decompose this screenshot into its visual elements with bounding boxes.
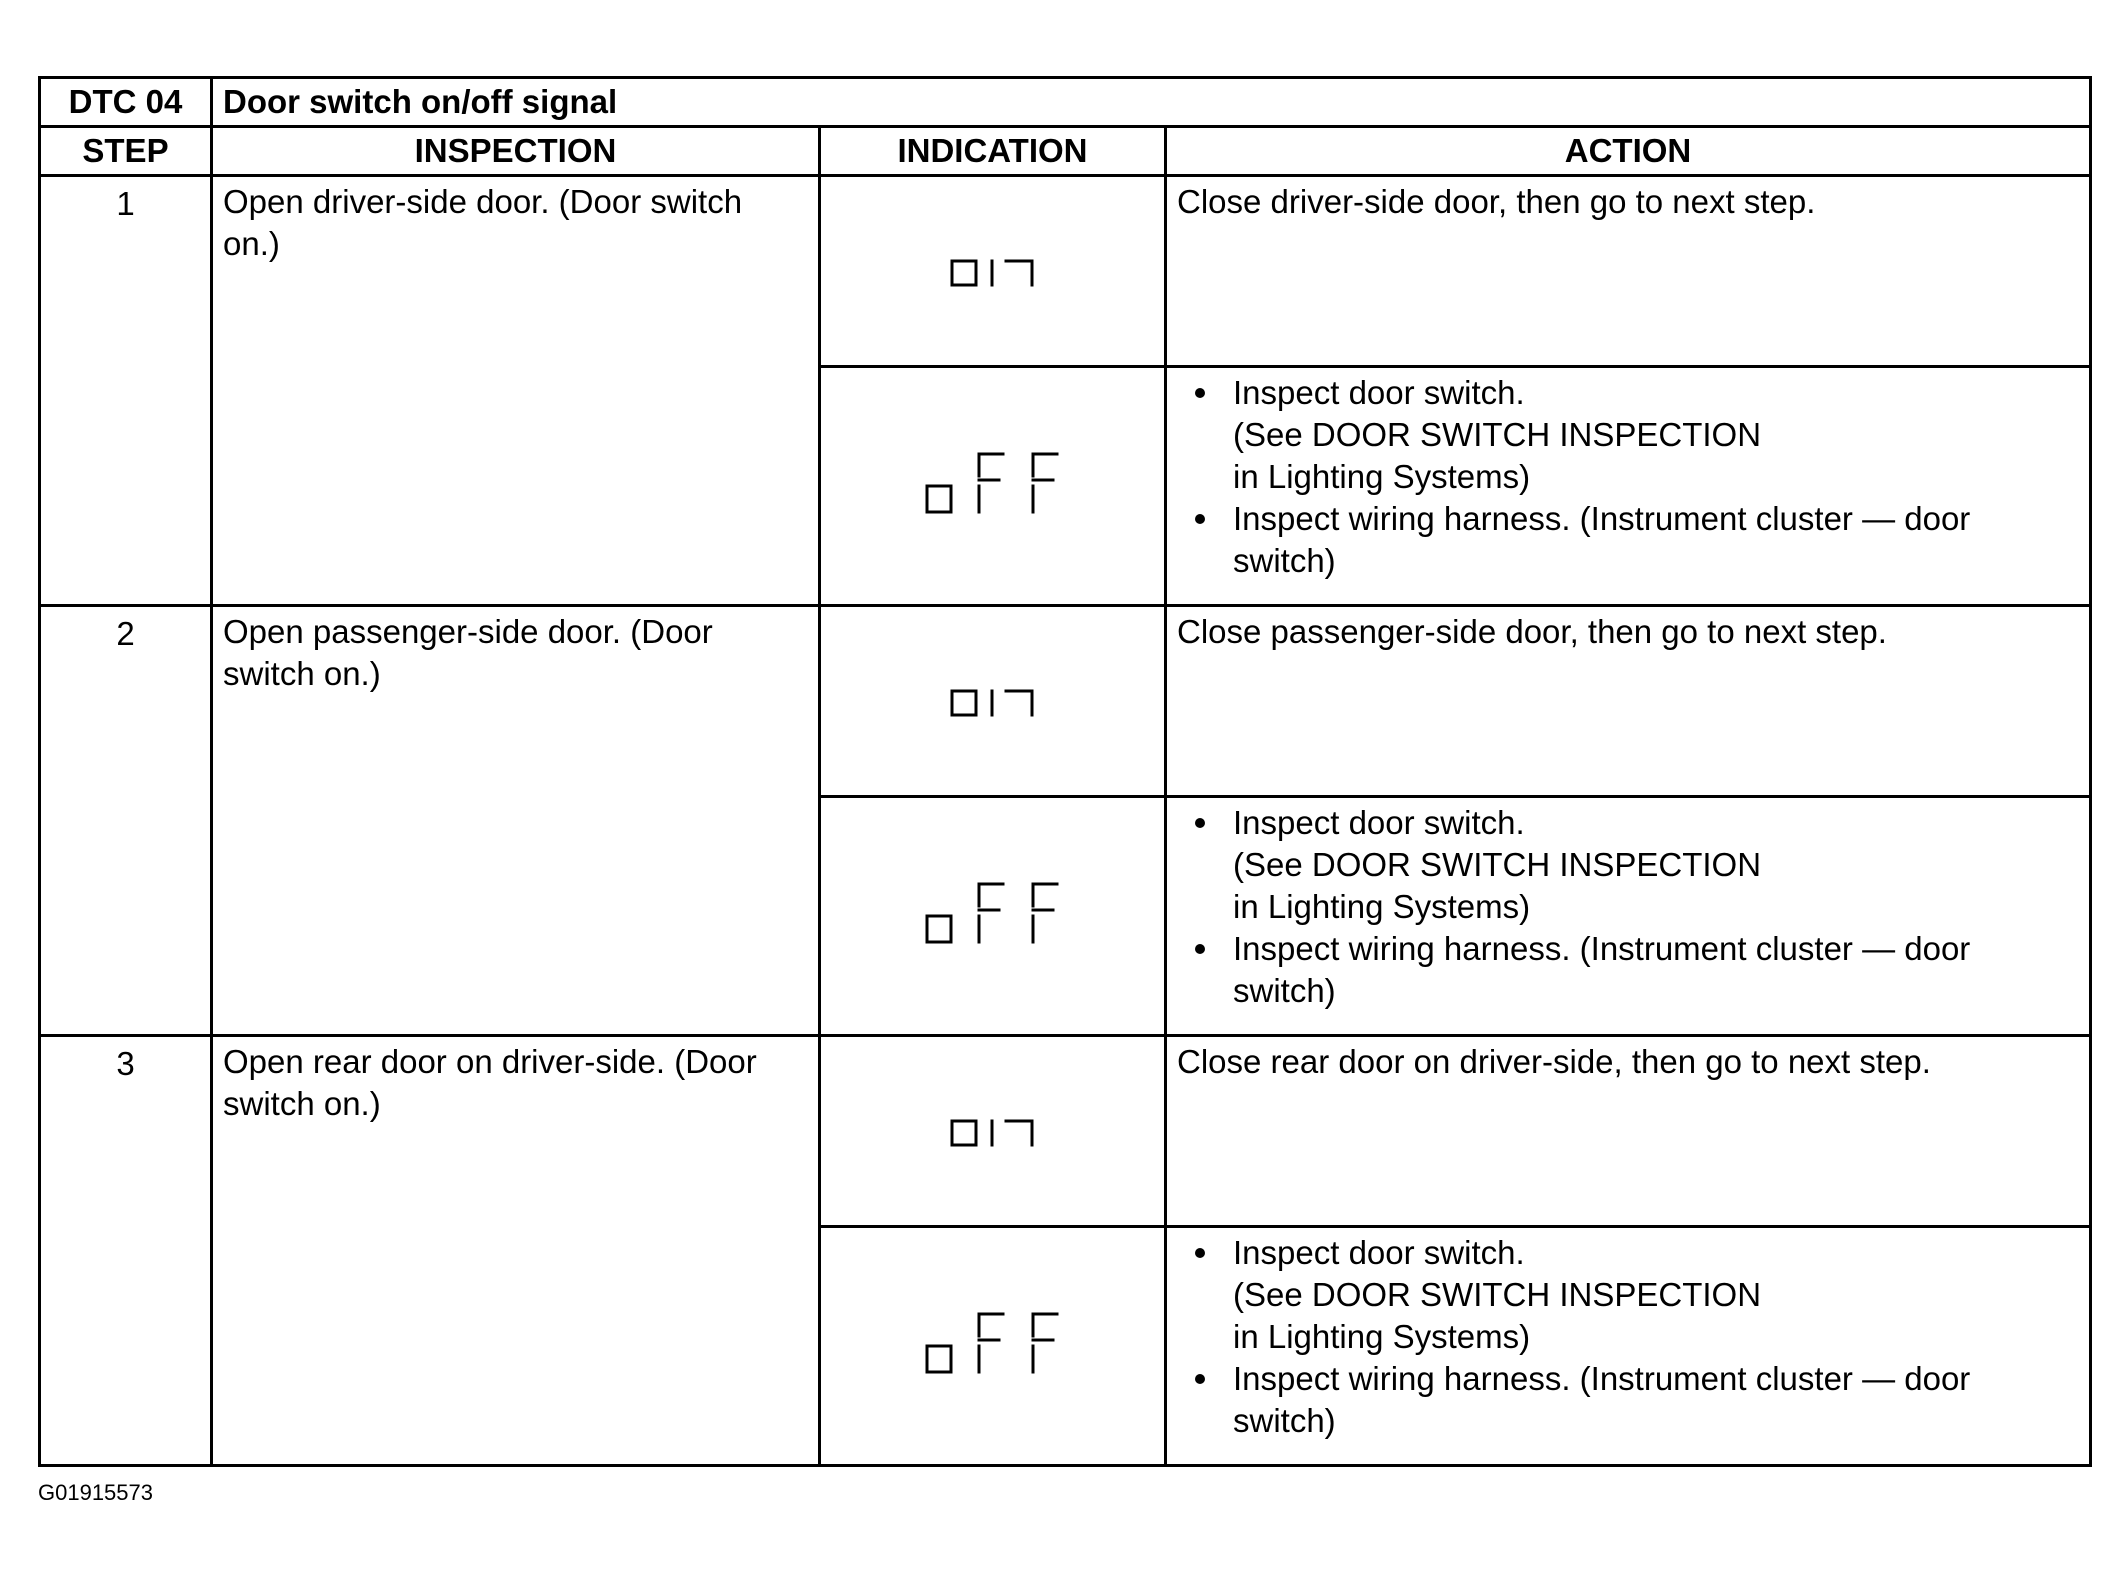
action-line: (See DOOR SWITCH INSPECTION: [1233, 1276, 1762, 1313]
list-item: [1177, 372, 2079, 498]
indication-on: [820, 1036, 1166, 1227]
lcd-on-display: [948, 1109, 1038, 1149]
table-row: [40, 1036, 2091, 1227]
dtc-title: Door switch on/off signal: [212, 78, 2091, 127]
action-line: (See DOOR SWITCH INSPECTION: [1233, 846, 1762, 883]
inspection-text: Open driver-side door. (Door switch on.): [212, 176, 820, 606]
action-off: [1166, 367, 2091, 606]
action-line: Inspect wiring harness. (Instrument cluster — door switch): [1233, 1360, 1971, 1439]
lcd-off-display: [923, 876, 1063, 952]
step-number: 1: [40, 176, 212, 606]
lcd-on-display: [948, 679, 1038, 719]
header-row: [40, 127, 2091, 176]
table-row: [40, 606, 2091, 797]
action-on: Close passenger-side door, then go to next step.: [1166, 606, 2091, 797]
list-item: [1177, 928, 2079, 1012]
action-line: (See DOOR SWITCH INSPECTION: [1233, 416, 1762, 453]
list-item: [1177, 1358, 2079, 1442]
action-line: Inspect door switch.: [1233, 374, 1525, 411]
indication-off: [820, 367, 1166, 606]
bullet-icon: [1195, 1374, 1205, 1384]
action-on: Close driver-side door, then go to next step.: [1166, 176, 2091, 367]
inspection-text: Open passenger-side door. (Door switch on.): [212, 606, 820, 1036]
header-step: STEP: [40, 127, 212, 176]
action-line: in Lighting Systems): [1233, 888, 1531, 925]
bullet-icon: [1195, 388, 1205, 398]
dtc-code: DTC 04: [40, 78, 212, 127]
action-off: [1166, 797, 2091, 1036]
header-inspection: INSPECTION: [212, 127, 820, 176]
list-item: [1177, 1232, 2079, 1358]
bullet-icon: [1195, 944, 1205, 954]
lcd-on-display: [948, 249, 1038, 289]
action-line: in Lighting Systems): [1233, 458, 1531, 495]
dtc-table: [38, 76, 2092, 1467]
action-line: Inspect wiring harness. (Instrument cluster — door switch): [1233, 500, 1971, 579]
indication-off: [820, 797, 1166, 1036]
bullet-icon: [1195, 818, 1205, 828]
figure-id: G01915573: [38, 1480, 153, 1505]
header-action: ACTION: [1166, 127, 2091, 176]
lcd-off-display: [923, 446, 1063, 522]
indication-off: [820, 1227, 1166, 1466]
title-row: [40, 78, 2091, 127]
step-number: 3: [40, 1036, 212, 1466]
header-indication: INDICATION: [820, 127, 1166, 176]
list-item: [1177, 498, 2079, 582]
bullet-icon: [1195, 1248, 1205, 1258]
action-on: Close rear door on driver-side, then go to next step.: [1166, 1036, 2091, 1227]
list-item: [1177, 802, 2079, 928]
lcd-off-display: [923, 1306, 1063, 1382]
table-row: [40, 176, 2091, 367]
action-line: in Lighting Systems): [1233, 1318, 1531, 1355]
action-line: Inspect wiring harness. (Instrument cluster — door switch): [1233, 930, 1971, 1009]
bullet-icon: [1195, 514, 1205, 524]
step-number: 2: [40, 606, 212, 1036]
indication-on: [820, 176, 1166, 367]
action-off: [1166, 1227, 2091, 1466]
action-line: Inspect door switch.: [1233, 1234, 1525, 1271]
inspection-text: Open rear door on driver-side. (Door switch on.): [212, 1036, 820, 1466]
action-line: Inspect door switch.: [1233, 804, 1525, 841]
indication-on: [820, 606, 1166, 797]
